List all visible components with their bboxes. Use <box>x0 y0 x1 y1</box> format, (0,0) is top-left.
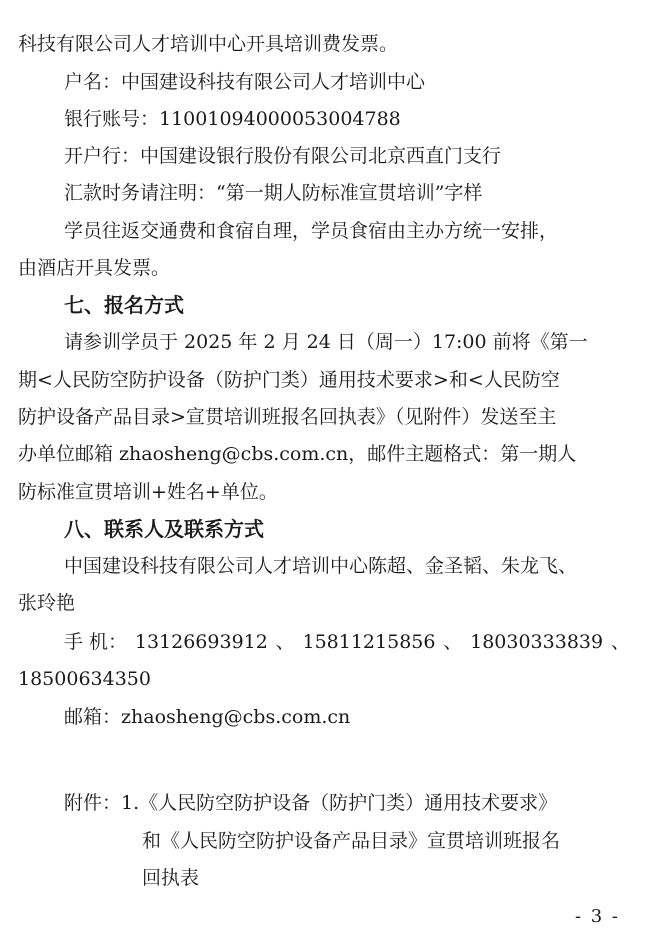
account-number-line: 银行账号：11001094000053004788 <box>64 108 401 130</box>
bank-line: 开户行：中国建设银行股份有限公司北京西直门支行 <box>64 145 502 167</box>
page-number: - 3 - <box>574 906 620 927</box>
registration-line-5: 防标准宣贯培训+姓名+单位。 <box>18 481 278 503</box>
separator: 、 <box>610 631 630 653</box>
registration-line-3: 防护设备产品目录>宣贯培训班报名回执表》（见附件）发送至主 <box>18 406 557 428</box>
remittance-remark-line: 汇款时务请注明：“第一期人防标准宣贯培训”字样 <box>64 182 483 204</box>
document-page <box>18 0 630 950</box>
registration-line-2: 期<人民防空防护设备（防护门类）通用技术要求>和<人民防空 <box>18 369 560 391</box>
section-7-heading: 七、报名方式 <box>64 293 184 317</box>
travel-expense-line-2: 由酒店开具发票。 <box>18 257 171 279</box>
phone-number: 15811215856 <box>302 631 436 653</box>
phone-line <box>64 630 630 654</box>
phone-number: 13126693912 <box>134 631 268 653</box>
attachment-line-2: 和《人民防空防护设备产品目录》宣贯培训班报名 <box>142 830 561 852</box>
email-line: 邮箱：zhaosheng@cbs.com.cn <box>64 706 351 728</box>
phone-label: 手 机： <box>64 631 128 653</box>
payment-invoice-line: 科技有限公司人才培训中心开具培训费发票。 <box>18 33 399 55</box>
contacts-line-2: 张玲艳 <box>18 592 76 614</box>
attachment-line-3: 回执表 <box>142 867 200 889</box>
attachment-line-1: 附件：1.《人民防空防护设备（防护门类）通用技术要求》 <box>64 792 558 814</box>
travel-expense-line-1: 学员往返交通费和食宿自理，学员食宿由主办方统一安排， <box>64 220 559 242</box>
registration-line-1: 请参训学员于 2025 年 2 月 24 日（周一）17:00 前将《第一 <box>64 331 588 353</box>
phone-number: 18030333839 <box>470 631 604 653</box>
separator: 、 <box>275 631 295 653</box>
section-8-heading: 八、联系人及联系方式 <box>64 517 264 541</box>
account-name-line: 户名：中国建设科技有限公司人才培训中心 <box>64 71 426 93</box>
separator: 、 <box>443 631 463 653</box>
phone-number-last: 18500634350 <box>18 668 151 690</box>
contacts-line-1: 中国建设科技有限公司人才培训中心陈超、金圣韬、朱龙飞、 <box>64 555 578 577</box>
registration-line-4: 办单位邮箱 zhaosheng@cbs.com.cn，邮件主题格式：第一期人 <box>18 443 577 465</box>
